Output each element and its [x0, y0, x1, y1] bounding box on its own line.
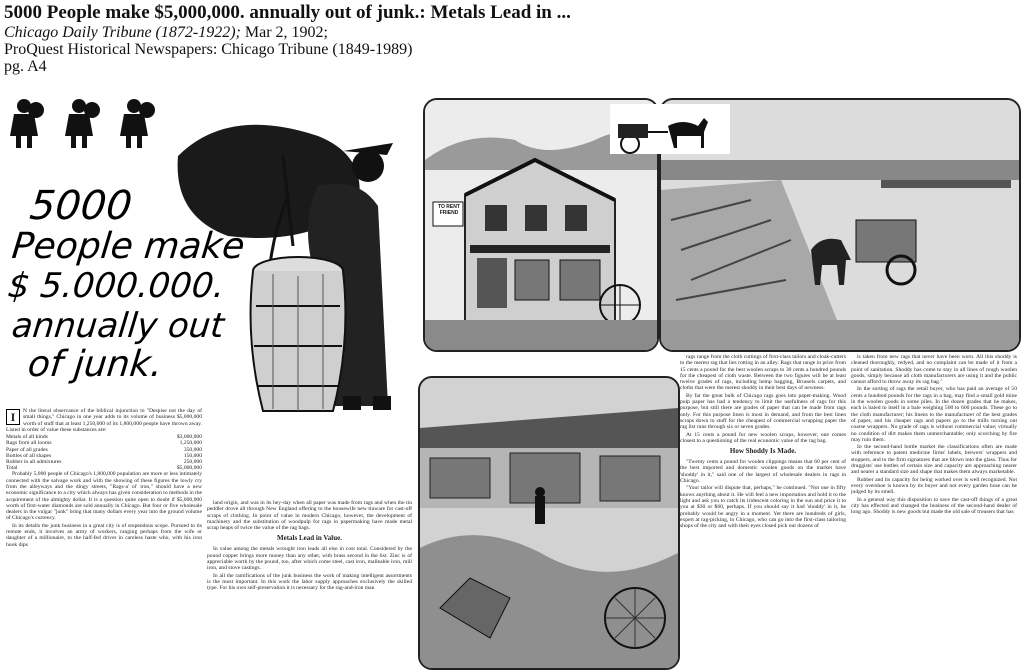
stat-total-label: Total: [6, 465, 18, 472]
intro-dropcap: I: [6, 409, 20, 425]
database-line: ProQuest Historical Newspapers: Chicago Tribune (1849-1989): [4, 41, 413, 58]
publication-name: Chicago Daily Tribune (1872-1922);: [4, 24, 241, 41]
column-3-paragraph: By far the great bulk of Chicago rags goes into paper-making. Wood pulp paper has had a tendency to limit the usefulness of rags for this purpose, but still there are grades of paper that can be made from rags only. For this purpose linen is most in demand, and from the best linen scraps down to stuff for the cheapest of commercial wrapping paper the rag list runs through six or seven grades.: [680, 392, 846, 431]
stat-value: 350,000: [183, 446, 202, 453]
junk-value-table: [6, 434, 202, 471]
publication-line: [4, 24, 1014, 41]
stat-label: Rubber in all admixtures: [6, 459, 62, 465]
stat-total-value: $5,000,000: [176, 465, 202, 472]
column-3-paragraph: "Twenty cents a pound for woolen clippings means that 60 per cent of the best imported and domestic woolen goods on the market have 'shoddy' in it," said one of the largest of wholesale dealers in rags in Chicago.: [680, 459, 846, 485]
newspaper-page: [0, 88, 1024, 666]
column-3-paragraph: rags range from the cloth cuttings of first-class tailors and cloak-cutters to the merest rag that lies rotting in an alley. Rags that range in price from 15 cents a pound for the best woolen scraps to 30 cents a hundred pounds for the cheapest of cloth waste. Between the two figures will be at least twelve grades of rags, including hemp bagging, Brussels carpets, and cloths that were the merest shoddy in their best days of newness.: [680, 354, 846, 392]
article-column-4: [851, 354, 1017, 664]
column-4-paragraph: Rubber and its capacity for being worked over is well recognized. Not every overshoe is known by its buyer and not every garden hose can be judged by its smell.: [851, 476, 1017, 496]
to-rent-sign-text: TO RENT: [438, 204, 460, 210]
to-rent-sign: [434, 204, 464, 216]
stat-label: Metals of all kinds: [6, 434, 48, 441]
stat-value: 250,000: [183, 459, 202, 465]
column-4-paragraph: In a general way this disposition to save the cast-off things of a great city has effected and changed the business of the second-hand dealer of long ago. Shoddy is new goods but made the old sale of trousers that has: [851, 496, 1017, 516]
stat-label: Bottles of all shapes: [6, 452, 52, 459]
column-2-paragraph: land origin, and was in its hey-day when all paper was made from rags and when the tin peddler drove all through New England offering to the housewife new tinware for cast-off scraps of clothing. In point of value in modern Chicago, however, the development of machinery and the substitution of woodpulp for rags in papermaking have made metal scrap heaps of twice the value of the rag bags.: [207, 500, 412, 532]
column-1-paragraph: In its details the junk business in a great city is of stupendous scope. Pursued to its remote ends, it involves an army of workers, ranging perhaps from the wife or daughter of a millionaire, to the half-fed driver in careless haste who, with his iron hook dips: [6, 522, 202, 548]
column-1-paragraph: Probably 5,000 people of Chicago's 1,800,000 population are more or less intimately connected with the salvage work and with the showing of these figures the lowly cry from the alleyways and the dingy streets, "Rags-a' ol' iron," should have a new economic significance to a city which always has given consideration to methods in the acquirement of the almighty dollar. It is a question quite open to doubt if $5,000,000 worth of first-water diamonds are sold annually in Chicago. But four or five wholesale dealers in the vulgar "junk" bring that many dollars every year into the ground volume of Chicago's currency.: [6, 471, 202, 522]
article-column-2: [207, 500, 412, 663]
column-2-paragraph: In all the ramifications of the junk business the work of making intelligent assortments is the most important. In this work the labor supply approaches exclusively the skilled type. For his own self-preservation it is necessary for the rag-and-iron man: [207, 572, 412, 592]
junkmen-silhouettes-illustration: [4, 92, 164, 152]
subhead-metals-lead: Metals Lead in Value.: [277, 534, 342, 543]
column-3-paragraph: At 15 cents a pound for new woolen scraps, however, one comes closest to a questioning of the real economic value of the rag bag.: [680, 431, 846, 444]
column-2-paragraph: In value among the metals wrought iron leads all else in cost total. Considered by the pound copper brings more money than any other, with brass second in the list. Zinc is of appreciable worth by the pound, too, after which come steel, cast iron, malleable iron, mill iron, and stove castings.: [207, 546, 412, 572]
headline-line-3: $ 5.000.000.: [5, 266, 227, 306]
stat-label: Paper of all grades: [6, 446, 48, 453]
publication-date: Mar 2, 1902;: [240, 24, 328, 41]
article-title: 5000 People make $5,000,000. annually out of junk.: Metals Lead in ...: [4, 2, 571, 23]
headline-line-5: of junk.: [25, 344, 165, 385]
stat-value: 1,250,000: [179, 440, 202, 447]
junk-interior-drawing: [420, 378, 678, 668]
citation-header: [4, 2, 1014, 75]
intro-paragraph: N the literal observance of the biblical injunction to "Despise not the day of small things," Chicago in one year adds to its volume of business $5,000,000 worth of stuff that at least 1,250,000 of its 1,800,000 people have thrown away. Listed in order of value these substances are:: [6, 408, 202, 433]
headline-line-1: 5000: [27, 183, 135, 229]
column-4-paragraph: In the sorting of rags the retail buyer, who has paid an average of 50 cents a hundred pounds for the rags in a bag, may find a small gold mine in the woolen goods in some piles. In the dozen grades that he makes, each is baled to itself in a bale weighing 500 to 600 pounds. These go to the cloth manufacturer; his linens to the manufacturer of the best grades of paper, and his cheaper rags and papers go to the mills turning out coarse wrappers. No grade of rags is without commercial value; virtually no condition of dirt makes them unmerchantable; only scorching by fire may ruin them.: [851, 386, 1017, 443]
column-4-paragraph: In the second-hand bottle market the classifications often are made with reference to patent medicine firms' labels, brewers' wrappers and stoppers, and to the firm signatures that are blown into the glass. Thus for druggists' use bottles of certain size and capacity are approaching nearer and nearer a standard size and shape that makes them always marketable.: [851, 444, 1017, 476]
article-column-3: [680, 354, 846, 664]
subhead-how-shoddy: How Shoddy Is Made.: [729, 447, 797, 456]
junk-yard-interior-photo: [418, 376, 680, 670]
headline-line-2: People make: [9, 226, 247, 267]
column-4-paragraph: is taken from new rags that never have been worn. All this shoddy is cleaned thoroughly, redyed, and no complaint can be made of it from a point of sanitation. Shoddy has come to stay in all lines of rough woolen goods, simply because all cloth manufacturers are using it and the public cannot afford to throw away its rag bag.": [851, 354, 1017, 386]
stat-label: Rags from all looms: [6, 440, 52, 447]
page-number: pg. A4: [4, 58, 47, 75]
horse-cart-vignette: [610, 104, 730, 154]
friend-sign-text: FRIEND: [439, 210, 459, 216]
stat-value: 150,000: [183, 452, 202, 459]
headline-line-4: annually out: [9, 306, 226, 346]
article-column-1: [6, 408, 202, 663]
column-3-paragraph: "Your tailor will dispute that, perhaps," he continued. "Not one in fifty knows anything about it. He will feel a new importation and hold it to the light and ask you to catch its iridescent coloring in the sun and price it to you at $30 or $60, perhaps. If you should say it had 'shoddy' in it, he probably would be angry in a moment. Yet there are hundreds of girls, expert at rag-picking, in Chicago, who can go into the first-class tailoring shops of the city and with their eyes closed pick out dozens of: [680, 485, 846, 530]
stat-value: $3,000,000: [176, 434, 202, 441]
